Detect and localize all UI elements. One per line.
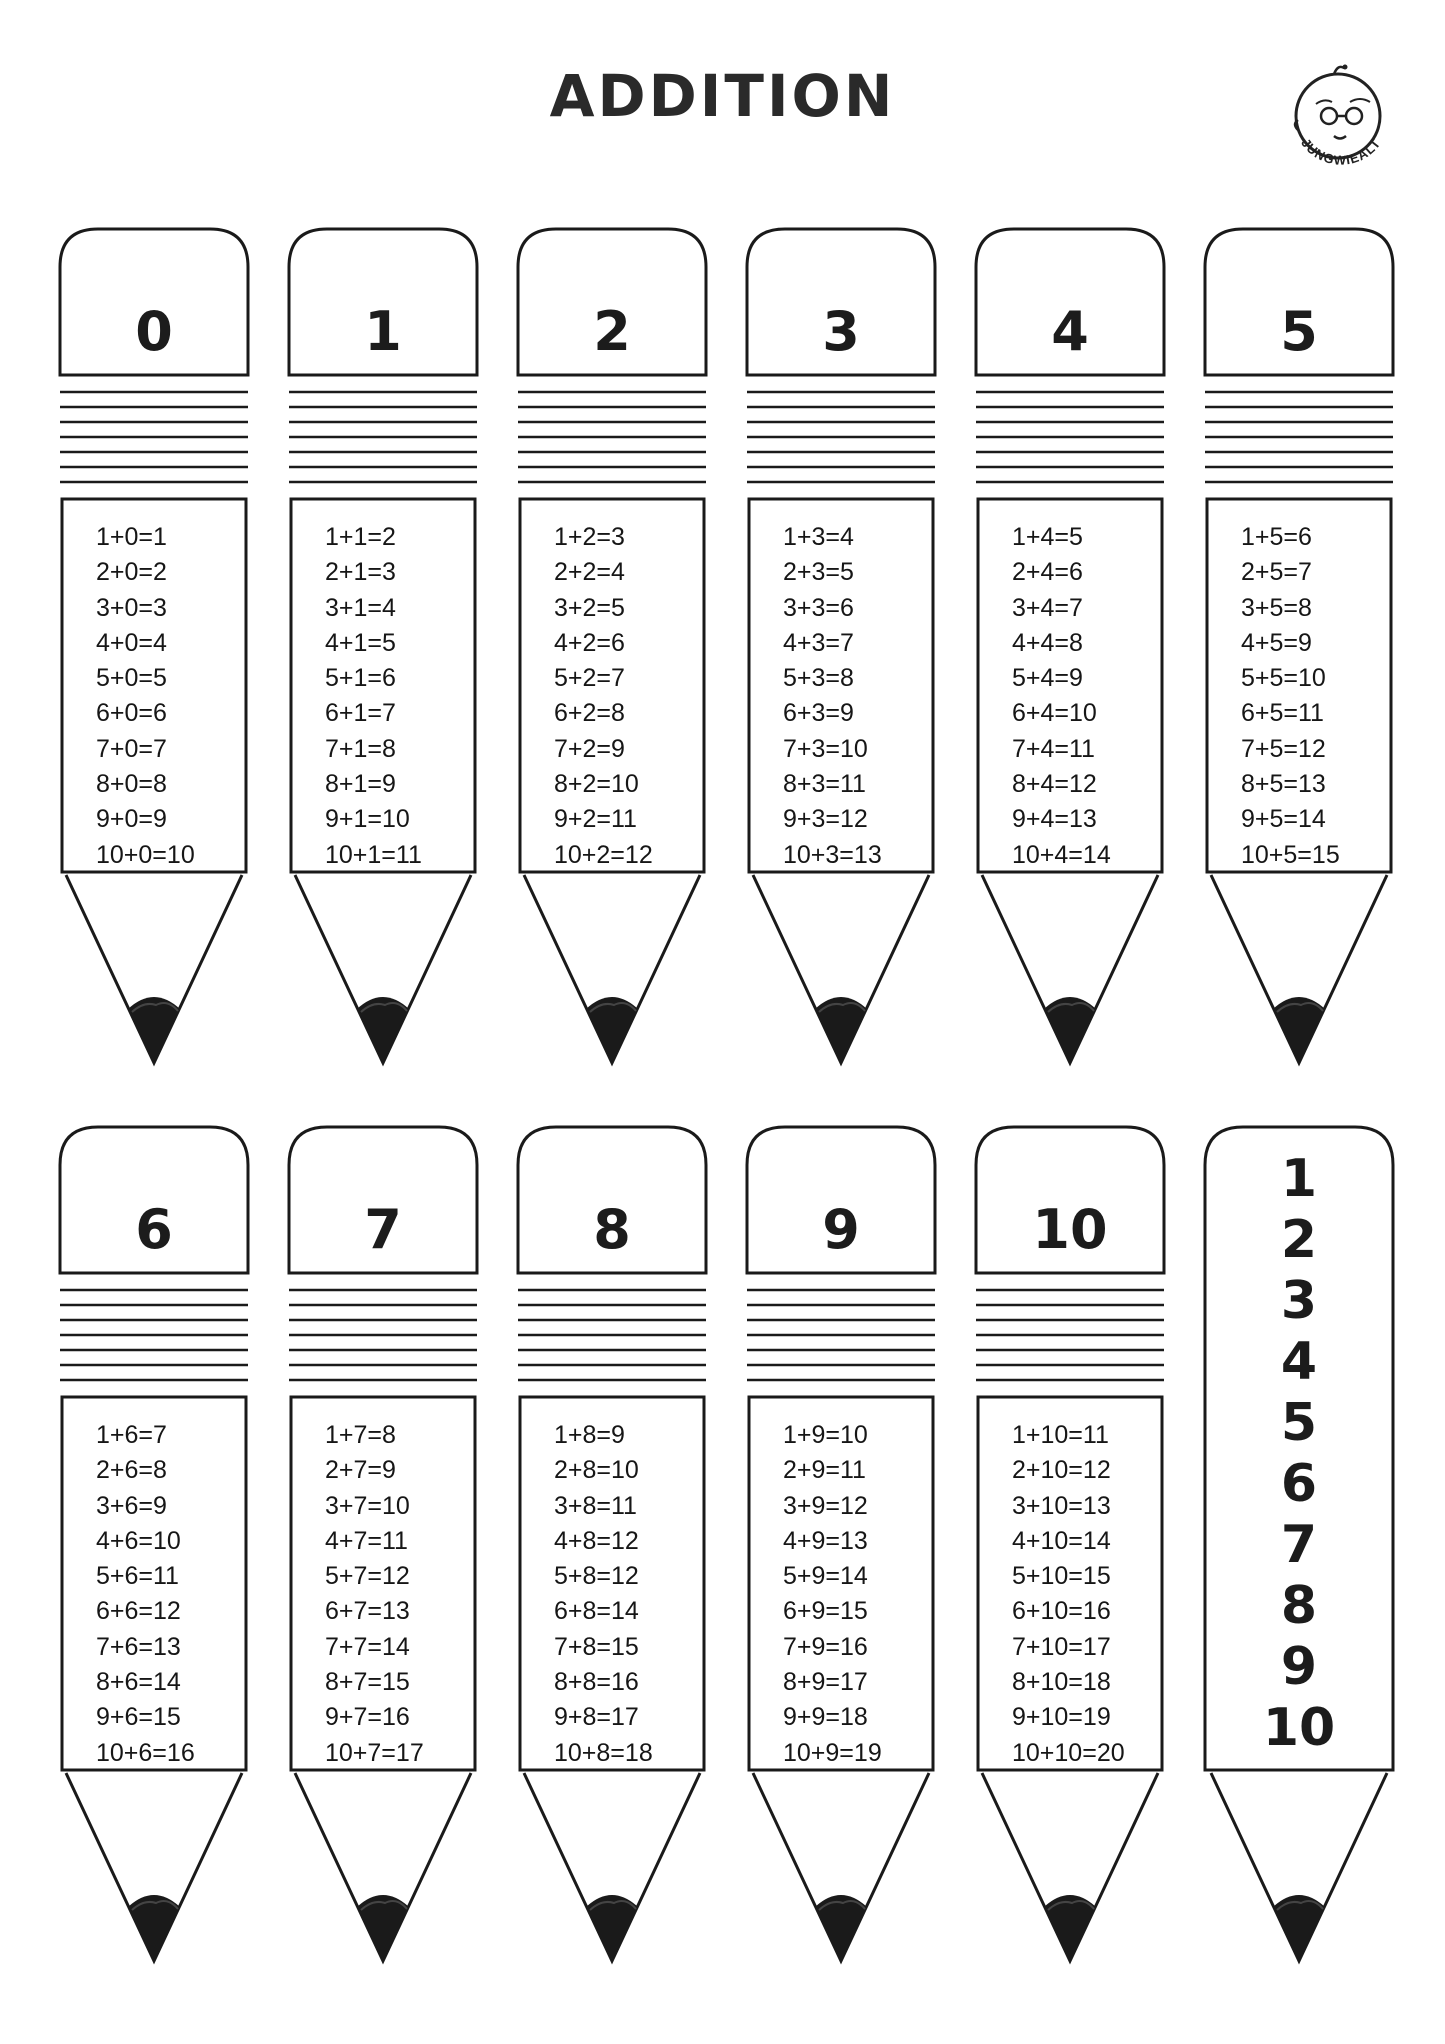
fact-item: 9+0=9 (96, 805, 167, 834)
fact-item: 3+7=10 (325, 1491, 410, 1520)
fact-list (325, 1418, 424, 1771)
fact-item: 10+4=14 (1012, 840, 1111, 869)
pencil-card (516, 1125, 708, 1975)
fact-item: 9+5=14 (1241, 805, 1326, 834)
pencil-number: 9 (822, 1198, 860, 1261)
fact-item: 4+1=5 (325, 628, 396, 657)
fact-item: 4+9=13 (783, 1526, 868, 1555)
fact-item: 10+1=11 (325, 840, 422, 869)
number-pencil (1203, 1125, 1395, 1975)
fact-item: 9+6=15 (96, 1703, 181, 1732)
fact-item: 10+0=10 (96, 840, 195, 869)
fact-item: 8+3=11 (783, 770, 866, 799)
fact-item: 7+0=7 (96, 734, 167, 763)
fact-item: 10+3=13 (783, 840, 882, 869)
fact-item: 4+7=11 (325, 1526, 408, 1555)
fact-item: 1+8=9 (554, 1421, 625, 1449)
fact-item: 5+0=5 (96, 664, 167, 693)
number-item: 4 (1280, 1332, 1318, 1392)
fact-item: 7+3=10 (783, 734, 868, 763)
fact-item: 1+9=10 (783, 1421, 868, 1449)
fact-item: 2+7=9 (325, 1456, 396, 1485)
fact-item: 3+0=3 (96, 593, 167, 622)
fact-item: 4+5=9 (1241, 628, 1312, 657)
fact-item: 8+5=13 (1241, 770, 1326, 799)
number-item: 2 (1280, 1210, 1318, 1270)
pencil-card (745, 227, 937, 1077)
fact-item: 4+4=8 (1012, 628, 1083, 657)
pencil-card (58, 227, 250, 1077)
fact-list (96, 520, 195, 873)
fact-item: 5+8=12 (554, 1562, 639, 1591)
fact-item: 7+4=11 (1012, 734, 1095, 763)
fact-item: 3+6=9 (96, 1491, 167, 1520)
fact-item: 4+8=12 (554, 1526, 639, 1555)
pencil-card (287, 227, 479, 1077)
fact-item: 6+6=12 (96, 1597, 181, 1626)
number-item: 9 (1280, 1637, 1318, 1697)
pencil-number: 5 (1280, 300, 1318, 363)
number-item: 8 (1280, 1576, 1318, 1636)
fact-item: 3+8=11 (554, 1491, 637, 1520)
fact-list (1012, 520, 1111, 873)
number-list (1203, 1149, 1395, 1759)
pencil-number: 1 (364, 300, 402, 363)
fact-item: 1+4=5 (1012, 523, 1083, 551)
pencil-number: 0 (135, 300, 173, 363)
fact-item: 1+3=4 (783, 523, 854, 551)
fact-item: 9+2=11 (554, 805, 637, 834)
pencil-number: 8 (593, 1198, 631, 1261)
fact-item: 10+10=20 (1012, 1738, 1125, 1767)
fact-item: 4+2=6 (554, 628, 625, 657)
fact-item: 6+5=11 (1241, 699, 1324, 728)
fact-item: 9+7=16 (325, 1703, 410, 1732)
fact-item: 5+3=8 (783, 664, 854, 693)
fact-list (783, 1418, 882, 1771)
fact-item: 8+6=14 (96, 1668, 181, 1697)
fact-item: 8+9=17 (783, 1668, 868, 1697)
fact-item: 1+1=2 (325, 523, 396, 551)
fact-item: 7+6=13 (96, 1632, 181, 1661)
fact-item: 2+10=12 (1012, 1456, 1111, 1485)
fact-item: 8+10=18 (1012, 1668, 1111, 1697)
fact-item: 2+2=4 (554, 558, 625, 587)
fact-item: 9+10=19 (1012, 1703, 1111, 1732)
fact-item: 3+1=4 (325, 593, 396, 622)
fact-item: 9+4=13 (1012, 805, 1097, 834)
fact-list (1241, 520, 1340, 873)
pencil-number: 4 (1051, 300, 1089, 363)
fact-item: 6+10=16 (1012, 1597, 1111, 1626)
fact-item: 2+1=3 (325, 558, 396, 587)
pencil-number: 6 (135, 1198, 173, 1261)
pencil-number: 10 (1032, 1198, 1108, 1261)
fact-item: 5+5=10 (1241, 664, 1326, 693)
fact-item: 6+7=13 (325, 1597, 410, 1626)
page-title: ADDITION (549, 62, 896, 130)
pencil-card (974, 227, 1166, 1077)
fact-item: 6+1=7 (325, 699, 396, 728)
fact-list (783, 520, 882, 873)
number-item: 1 (1280, 1149, 1318, 1209)
fact-item: 9+8=17 (554, 1703, 639, 1732)
fact-item: 1+10=11 (1012, 1421, 1109, 1449)
fact-item: 10+7=17 (325, 1738, 424, 1767)
fact-item: 10+5=15 (1241, 840, 1340, 869)
pencil-number: 2 (593, 300, 631, 363)
fact-item: 4+3=7 (783, 628, 854, 657)
fact-item: 10+2=12 (554, 840, 653, 869)
fact-item: 7+5=12 (1241, 734, 1326, 763)
svg-text:JUNGWIEALT (1298, 136, 1384, 168)
number-item: 6 (1280, 1454, 1318, 1514)
fact-item: 5+2=7 (554, 664, 625, 693)
fact-item: 8+7=15 (325, 1668, 410, 1697)
fact-item: 3+4=7 (1012, 593, 1083, 622)
fact-item: 9+3=12 (783, 805, 868, 834)
fact-item: 2+9=11 (783, 1456, 866, 1485)
fact-item: 5+4=9 (1012, 664, 1083, 693)
fact-item: 3+9=12 (783, 1491, 868, 1520)
number-item: 7 (1280, 1515, 1318, 1575)
fact-item: 5+7=12 (325, 1562, 410, 1591)
fact-item: 8+0=8 (96, 770, 167, 799)
fact-item: 8+8=16 (554, 1668, 639, 1697)
fact-item: 4+6=10 (96, 1526, 181, 1555)
fact-item: 1+7=8 (325, 1421, 396, 1449)
fact-list (325, 520, 422, 873)
fact-item: 6+4=10 (1012, 699, 1097, 728)
fact-item: 6+0=6 (96, 699, 167, 728)
fact-item: 10+8=18 (554, 1738, 653, 1767)
fact-item: 8+1=9 (325, 770, 396, 799)
fact-item: 3+10=13 (1012, 1491, 1111, 1520)
fact-item: 3+2=5 (554, 593, 625, 622)
fact-item: 9+1=10 (325, 805, 410, 834)
fact-item: 6+9=15 (783, 1597, 868, 1626)
fact-list (554, 520, 653, 873)
fact-item: 7+8=15 (554, 1632, 639, 1661)
fact-item: 2+3=5 (783, 558, 854, 587)
fact-item: 7+9=16 (783, 1632, 868, 1661)
logo (1276, 58, 1406, 188)
fact-item: 6+3=9 (783, 699, 854, 728)
pencil-number: 7 (364, 1198, 402, 1261)
fact-item: 1+5=6 (1241, 523, 1312, 551)
fact-item: 3+5=8 (1241, 593, 1312, 622)
pencil-card (58, 1125, 250, 1975)
pencil-card (287, 1125, 479, 1975)
fact-item: 7+10=17 (1012, 1632, 1111, 1661)
fact-item: 9+9=18 (783, 1703, 868, 1732)
fact-item: 7+1=8 (325, 734, 396, 763)
number-item: 10 (1262, 1698, 1336, 1758)
fact-item: 8+2=10 (554, 770, 639, 799)
fact-item: 2+8=10 (554, 1456, 639, 1485)
pencil-card (516, 227, 708, 1077)
fact-item: 2+4=6 (1012, 558, 1083, 587)
logo-text: JUNGWIEALT (1298, 135, 1384, 168)
pencil-card (974, 1125, 1166, 1975)
pencil-card (1203, 227, 1395, 1077)
fact-item: 2+0=2 (96, 558, 167, 587)
fact-item: 8+4=12 (1012, 770, 1097, 799)
fact-item: 5+9=14 (783, 1562, 868, 1591)
fact-item: 2+5=7 (1241, 558, 1312, 587)
fact-list (554, 1418, 653, 1771)
fact-item: 4+10=14 (1012, 1526, 1111, 1555)
fact-item: 2+6=8 (96, 1456, 167, 1485)
fact-item: 5+1=6 (325, 664, 396, 693)
number-item: 5 (1280, 1393, 1318, 1453)
fact-item: 7+2=9 (554, 734, 625, 763)
fact-item: 1+6=7 (96, 1421, 167, 1449)
fact-item: 7+7=14 (325, 1632, 410, 1661)
fact-item: 6+2=8 (554, 699, 625, 728)
fact-list (96, 1418, 195, 1771)
fact-item: 1+2=3 (554, 523, 625, 551)
fact-item: 10+9=19 (783, 1738, 882, 1767)
pencil-card (745, 1125, 937, 1975)
number-item: 3 (1280, 1271, 1318, 1331)
fact-list (1012, 1418, 1125, 1771)
fact-item: 6+8=14 (554, 1597, 639, 1626)
fact-item: 5+10=15 (1012, 1562, 1111, 1591)
fact-item: 3+3=6 (783, 593, 854, 622)
pencil-number: 3 (822, 300, 860, 363)
fact-item: 10+6=16 (96, 1738, 195, 1767)
fact-item: 4+0=4 (96, 628, 167, 657)
cartoon-face-with-glasses-icon (1276, 58, 1406, 188)
fact-item: 5+6=11 (96, 1562, 179, 1591)
fact-item: 1+0=1 (96, 523, 167, 551)
